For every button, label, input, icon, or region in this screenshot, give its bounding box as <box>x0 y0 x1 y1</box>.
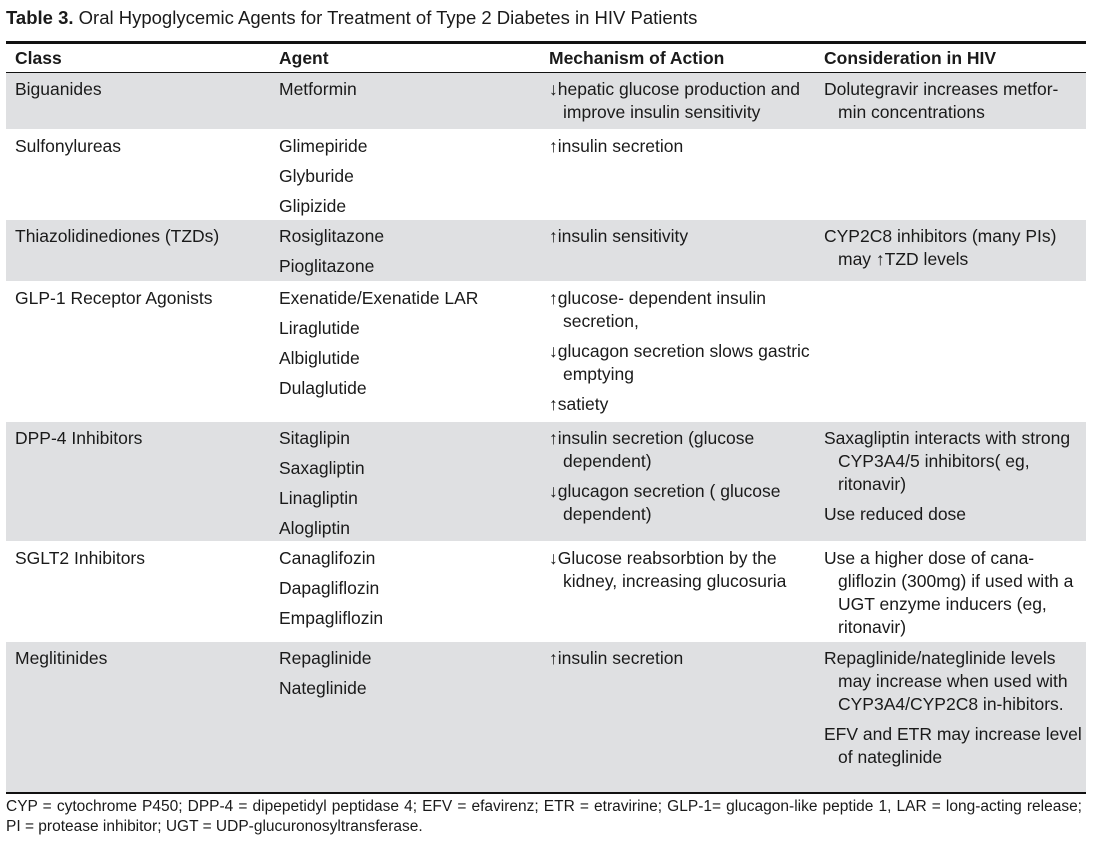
table-footnote: CYP = cytochrome P450; DPP-4 = dipepetidyl peptidase 4; EFV = efavirenz; ETR = etravirine; GLP-1= glucagon-like peptide 1, LAR = long-acting release; PI = protease inhibitor; UGT = UDP-glucuronosyltransferase. <box>6 797 1082 835</box>
cell-agent-line: Rosiglitazone <box>279 226 385 246</box>
header-agent: Agent <box>270 44 540 73</box>
header-row <box>6 44 1086 73</box>
cell-mechanism-line: ↑insulin secretion <box>549 136 684 156</box>
cell-agent <box>270 542 540 642</box>
agents-table <box>6 44 1086 792</box>
cell-hiv <box>815 220 1086 282</box>
cell-agent-line: Albiglutide <box>279 348 360 368</box>
cell-agent-line: Alogliptin <box>279 518 351 538</box>
cell-agent-line: Glyburide <box>279 166 354 186</box>
table-row <box>6 422 1086 542</box>
cell-class: Thiazolidinediones (TZDs) <box>6 220 270 282</box>
cell-hiv-line: CYP2C8 inhibitors (many PIs) may ↑TZD levels <box>824 226 1057 269</box>
cell-class: GLP-1 Receptor Agonists <box>6 282 270 422</box>
cell-agent-line: Linagliptin <box>279 488 358 508</box>
cell-agent-line: Repaglinide <box>279 648 372 668</box>
cell-agent <box>270 282 540 422</box>
caption-title: Oral Hypoglycemic Agents for Treatment of Type 2 Diabetes in HIV Patients <box>78 7 698 28</box>
cell-hiv <box>815 642 1086 792</box>
cell-agent-line: Empagliflozin <box>279 608 384 628</box>
cell-hiv-line: Repaglinide/nateglinide levels may increase when used with CYP3A4/CYP2C8 in-hibitors. <box>824 648 1068 714</box>
cell-agent-line: Dapagliflozin <box>279 578 380 598</box>
cell-agent-line: Glipizide <box>279 196 347 216</box>
cell-hiv <box>815 542 1086 642</box>
cell-mechanism-line: ↓Glucose reabsorbtion by the kidney, increasing glucosuria <box>549 548 787 591</box>
table-document <box>6 6 1086 837</box>
cell-agent-line: Metformin <box>279 79 357 99</box>
header-hiv: Consideration in HIV <box>815 44 1086 73</box>
cell-class: DPP-4 Inhibitors <box>6 422 270 542</box>
cell-mechanism-line: ↓glucagon secretion slows gastric emptying <box>549 341 810 384</box>
cell-hiv-line: Use reduced dose <box>824 504 967 524</box>
cell-agent-line: Dulaglutide <box>279 378 367 398</box>
cell-mechanism <box>540 422 815 542</box>
cell-class: SGLT2 Inhibitors <box>6 542 270 642</box>
cell-agent-line: Pioglitazone <box>279 256 375 276</box>
cell-agent-line: Saxagliptin <box>279 458 365 478</box>
table-caption <box>6 6 1086 32</box>
cell-agent <box>270 73 540 130</box>
cell-agent-line: Exenatide/Exenatide LAR <box>279 288 479 308</box>
cell-mechanism-line: ↑glucose- dependent insulin secretion, <box>549 288 766 331</box>
cell-agent <box>270 642 540 792</box>
table-row <box>6 282 1086 422</box>
cell-hiv <box>815 282 1086 422</box>
bottom-rule <box>6 792 1086 794</box>
cell-agent-line: Glimepiride <box>279 136 368 156</box>
cell-mechanism-line: ↑insulin secretion (glucose dependent) <box>549 428 755 471</box>
cell-hiv-line: EFV and ETR may increase level of nateglinide <box>824 724 1082 767</box>
cell-agent-line: Liraglutide <box>279 318 360 338</box>
cell-mechanism-line: ↓glucagon secretion ( glucose dependent) <box>549 481 781 524</box>
cell-mechanism <box>540 130 815 220</box>
cell-mechanism-line: ↑insulin sensitivity <box>549 226 689 246</box>
cell-agent-line: Canaglifozin <box>279 548 376 568</box>
header-mechanism: Mechanism of Action <box>540 44 815 73</box>
cell-hiv <box>815 73 1086 130</box>
cell-class: Meglitinides <box>6 642 270 792</box>
cell-hiv-line: Dolutegravir increases metfor-min concentrations <box>824 79 1059 122</box>
cell-mechanism-line: ↑insulin secretion <box>549 648 684 668</box>
cell-mechanism-line: ↑satiety <box>549 394 609 414</box>
cell-agent <box>270 130 540 220</box>
cell-mechanism <box>540 542 815 642</box>
cell-agent <box>270 220 540 282</box>
header-class: Class <box>6 44 270 73</box>
cell-mechanism-line: ↓hepatic glucose production and improve insulin sensitivity <box>549 79 801 122</box>
cell-mechanism <box>540 282 815 422</box>
table-row <box>6 220 1086 282</box>
cell-class: Sulfonylureas <box>6 130 270 220</box>
table-row <box>6 73 1086 130</box>
cell-hiv-line: Saxagliptin interacts with strong CYP3A4/5 inhibitors( eg, ritonavir) <box>824 428 1071 494</box>
cell-agent <box>270 422 540 542</box>
cell-hiv <box>815 422 1086 542</box>
cell-agent-line: Nateglinide <box>279 678 367 698</box>
table-row <box>6 542 1086 642</box>
cell-hiv <box>815 130 1086 220</box>
cell-hiv-line: Use a higher dose of cana-gliflozin (300mg) if used with a UGT enzyme inducers (eg, ritonavir) <box>824 548 1074 637</box>
table-row <box>6 130 1086 220</box>
cell-agent-line: Sitaglipin <box>279 428 351 448</box>
table-row <box>6 642 1086 792</box>
cell-mechanism <box>540 220 815 282</box>
cell-mechanism <box>540 73 815 130</box>
table-body <box>6 73 1086 792</box>
cell-mechanism <box>540 642 815 792</box>
cell-class: Biguanides <box>6 73 270 130</box>
caption-label: Table 3. <box>6 7 74 28</box>
